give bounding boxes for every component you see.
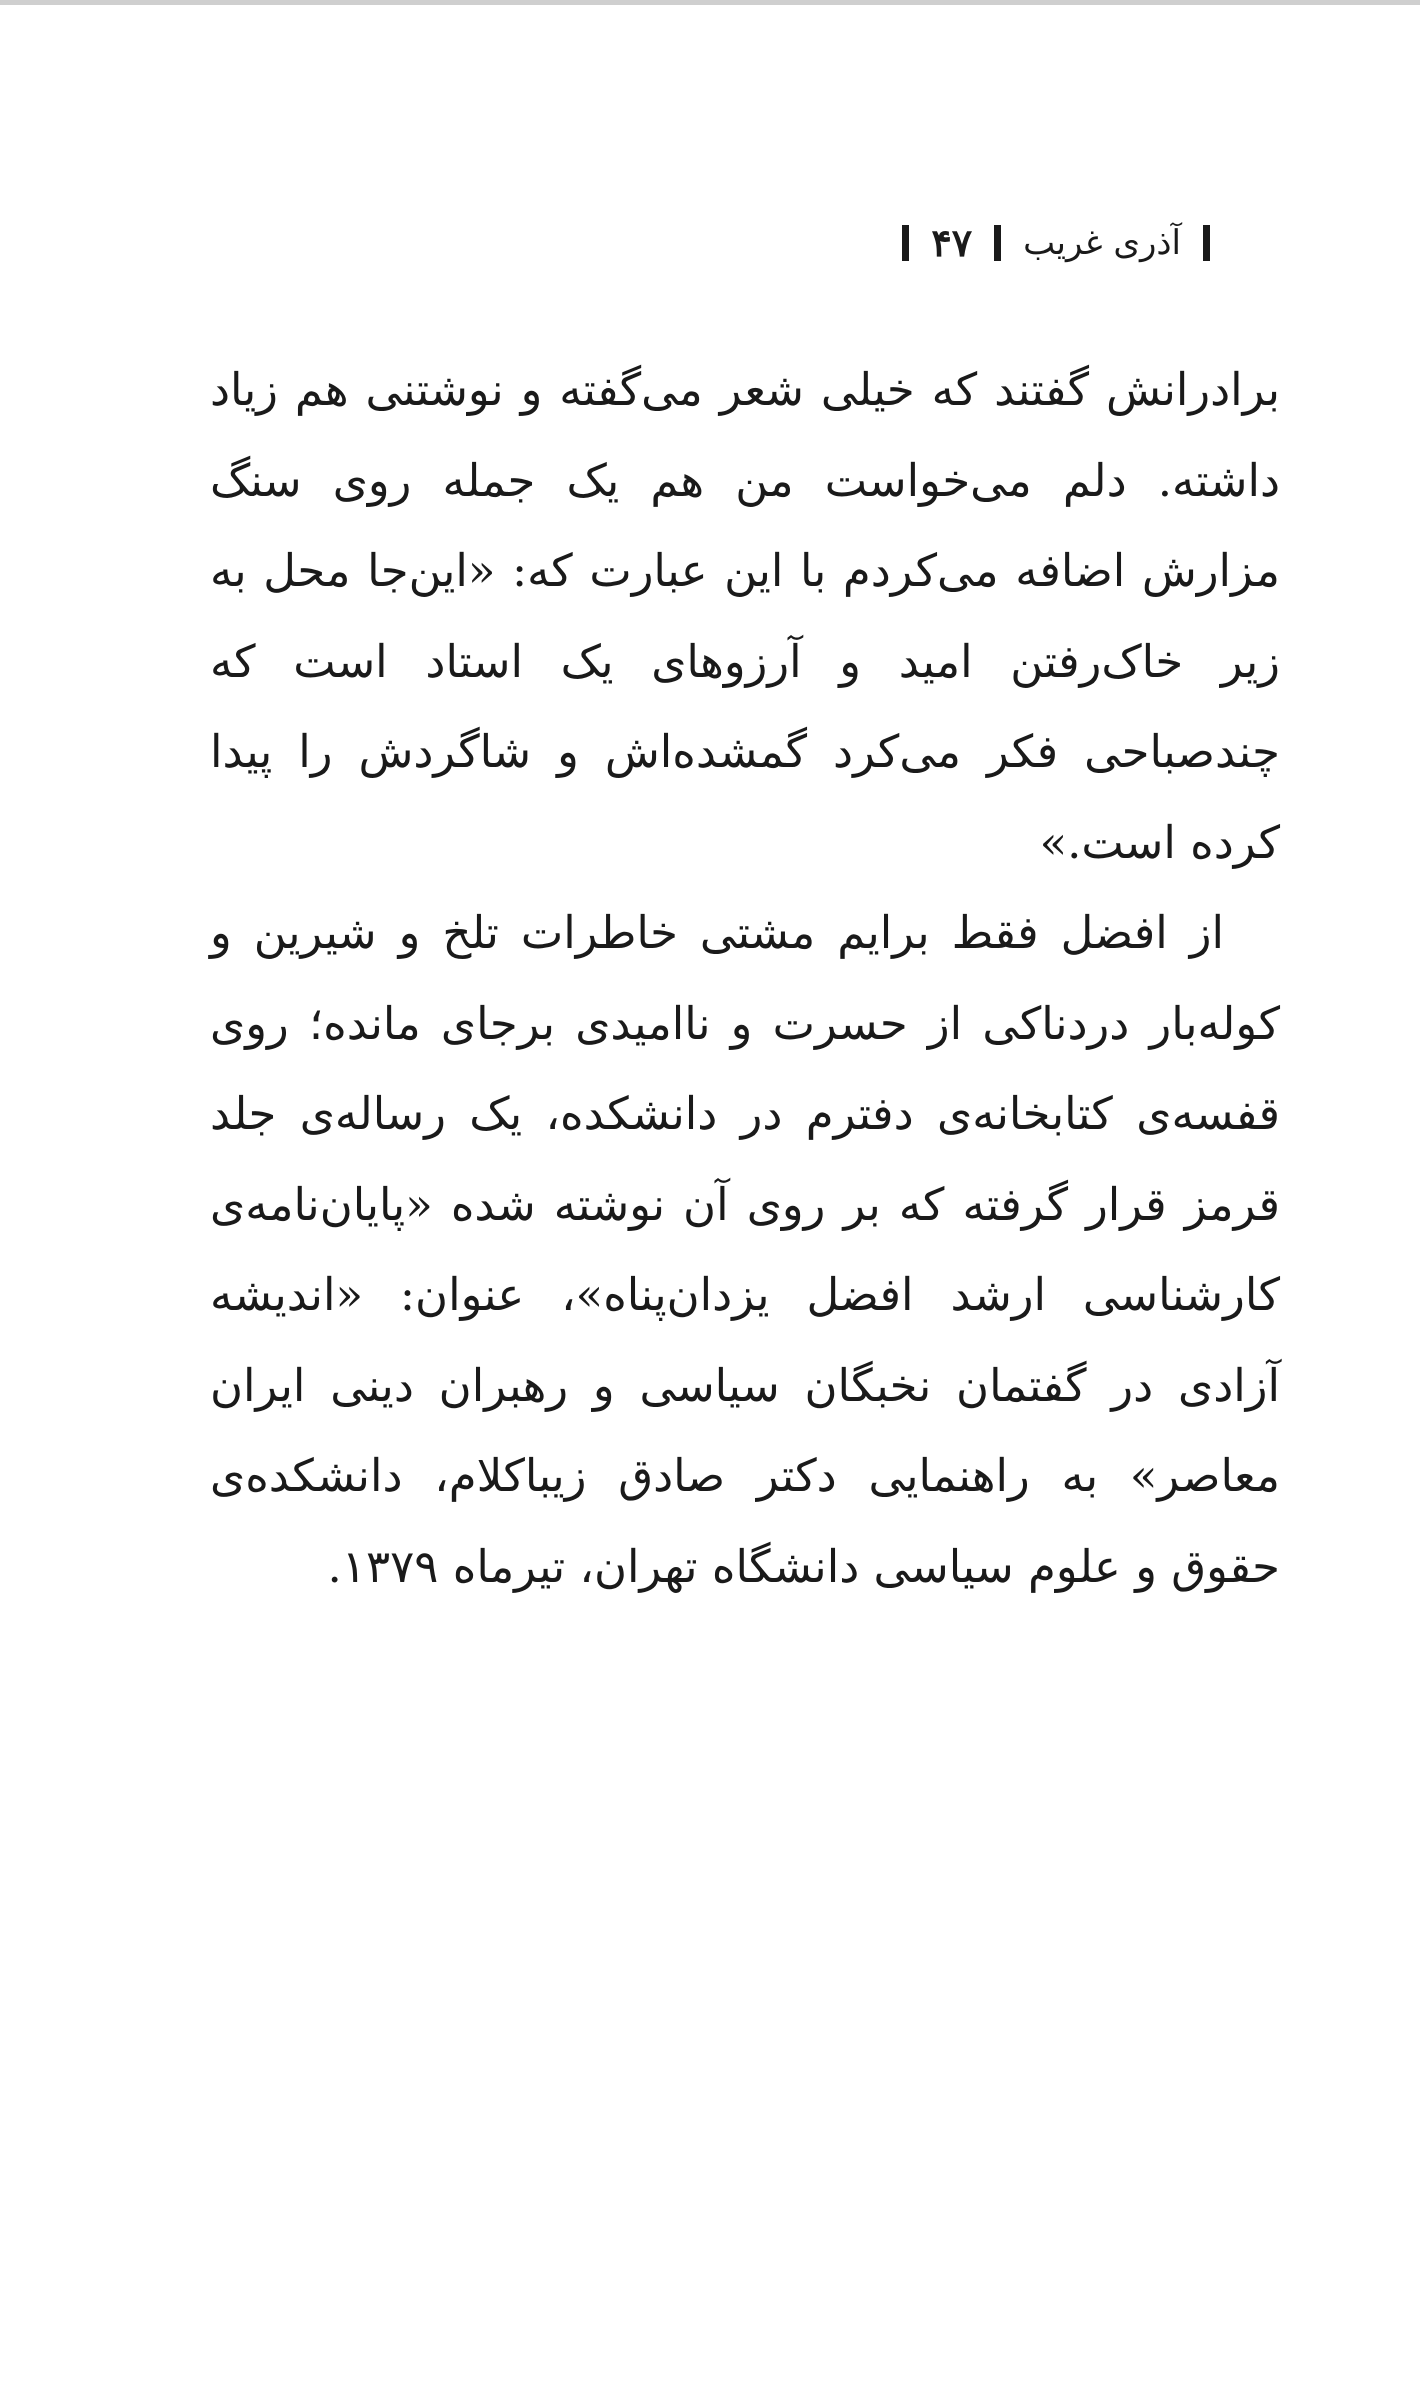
book-title: آذری غریب bbox=[1023, 223, 1181, 263]
paragraph-2: از افضل فقط برایم مشتی خاطرات تلخ و شیرین و کوله‌بار دردناکی از حسرت و ناامیدی برجای مانده؛ روی قفسه‌ی کتابخانه‌ی دفترم در دانشکده، یک رساله‌ی جلد قرمز قرار گرفته که بر روی آن نوشته شده «پایان‌نامه‌ی کارشناسی ارشد افضل یزدان‌پناه»، عنوان: «اندیشه آزادی در گفتمان نخبگان سیاسی و رهبران دینی ایران معاصر» به راهنمایی دکتر صادق زیباکلام، دانشکده‌ی حقوق و علوم سیاسی دانشگاه تهران، تیرماه ۱۳۷۹. bbox=[210, 906, 1280, 1593]
body-text bbox=[210, 345, 1280, 1593]
header-bar-left bbox=[902, 225, 909, 261]
header-bar-middle bbox=[994, 225, 1001, 261]
header-bar-right bbox=[1203, 225, 1210, 261]
paragraph-1: برادرانش گفتند که خیلی شعر می‌گفته و نوشتنی هم زیاد داشته. دلم می‌خواست من هم یک جمله روی سنگ مزارش اضافه می‌کردم با این عبارت که: «این‌جا محل به زیر خاک‌رفتن امید و آرزوهای یک استاد است که چندصباحی فکر می‌کرد گمشده‌اش و شاگردش را پیدا کرده است.» bbox=[210, 363, 1280, 869]
page-number: ۴۷ bbox=[931, 220, 973, 265]
running-header bbox=[902, 218, 1210, 268]
top-border bbox=[0, 0, 1420, 5]
